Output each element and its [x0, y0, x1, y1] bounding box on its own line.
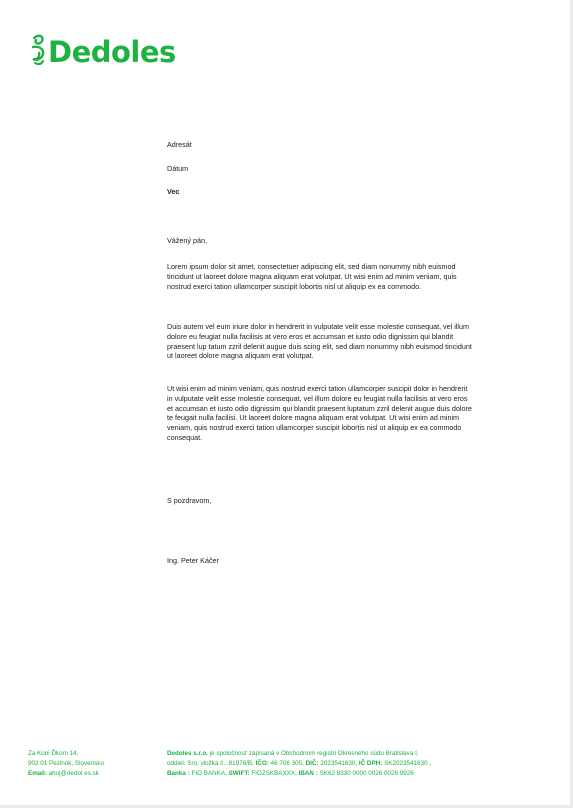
iban-value: SK62 8330 0000 0026 0026 9926	[319, 770, 414, 777]
swift-value: FIOZSKBAXXX,	[251, 770, 297, 777]
subject-label: Vec	[167, 187, 180, 196]
closing: S pozdravom,	[167, 496, 212, 505]
email-link[interactable]: ahoj@dedol es.sk	[48, 770, 99, 777]
paragraph-2: Duis autem vel eum iriure dolor in hendrerit in vulputate velit esse molestie consequat, vel illum dolore eu feugiat nulla facilisis at vero eros et accumsan et iusto odio dignissim qui blandit praesent lup tatum zzril delenit augue duis scing elit, sed diam nonummy nibh euismod tincidunt ut laoreet dolore magna aliquam erat volutpat.	[167, 322, 472, 361]
paragraph-1: Lorem ipsum dolor sit amet, consectetuer adipiscing elit, sed diam nonummy nibh euismod tincidunt ut laoreet dolore magna aliquam erat volutpat. Ut wisi enim ad minim veniam, quis nostrud exerci tation ullamcorper suscipit lobortis nisl ut aliquip ex ea commodo.	[167, 262, 457, 291]
company-text: je spoločnosť zapísaná v Obchodnom registri Okresného súdu Bratislava I,	[209, 750, 419, 757]
footer-company-info	[167, 749, 497, 779]
icdph-label: IČ DPH:	[358, 760, 383, 767]
company-name: Dedoles s.r.o.	[167, 750, 208, 757]
dedoles-logo-icon	[30, 32, 50, 72]
signatory: Ing. Peter Káčer	[167, 556, 219, 565]
bank-value: FIO BANKA,	[191, 770, 227, 777]
dic-label: DIČ:	[305, 760, 319, 767]
recipient-label: Adresát	[167, 140, 192, 149]
email-label: Email:	[28, 770, 47, 777]
bank-line	[167, 769, 497, 779]
paragraph-3: Ut wisi enim ad minim veniam, quis nostrud exerci tation ullamcorper suscipit dolor in hendrerit in vulputate velit esse molestie consequat, vel illum dolore eu feugiat nulla facilisis at vero eros et accumsan et iusto odio dignissim qui blandit praesent luptatum zzril delenit augue duis dolore te feugait nulla facilisi. Ut laoreet dolore magna aliquam erat volutpat. Ut wisi enim ad minim veniam, quis nostrud exerci tation ullamcorper suscipit lobortis nisl ut aliquip ex ea commodo consequat.	[167, 384, 472, 442]
ico-label: IČO:	[255, 760, 269, 767]
date-label: Dátum	[167, 164, 189, 173]
registry-text: oddiel: Sro, vložka č.: 81976/B,	[167, 760, 254, 767]
dic-value: 2023541630,	[320, 760, 358, 767]
company-line	[167, 749, 497, 759]
iban-label: IBAN :	[298, 770, 318, 777]
icdph-value: SK2023541630 ,	[384, 760, 431, 767]
address-line-2: 902 01 Pezinok, Slovensko	[28, 760, 104, 767]
footer-address	[28, 749, 104, 779]
email-line	[28, 769, 104, 779]
salutation: Vážený pán,	[167, 236, 207, 245]
swift-label: SWIFT:	[228, 770, 250, 777]
brand-name: Dedoles	[48, 34, 176, 69]
registry-line	[167, 759, 497, 769]
bank-label: Banka :	[167, 770, 190, 777]
address-line-1: Za Koni Ďkom 14,	[28, 750, 79, 757]
ico-value: 46 706 305,	[270, 760, 304, 767]
dedoles-logo	[30, 32, 176, 72]
